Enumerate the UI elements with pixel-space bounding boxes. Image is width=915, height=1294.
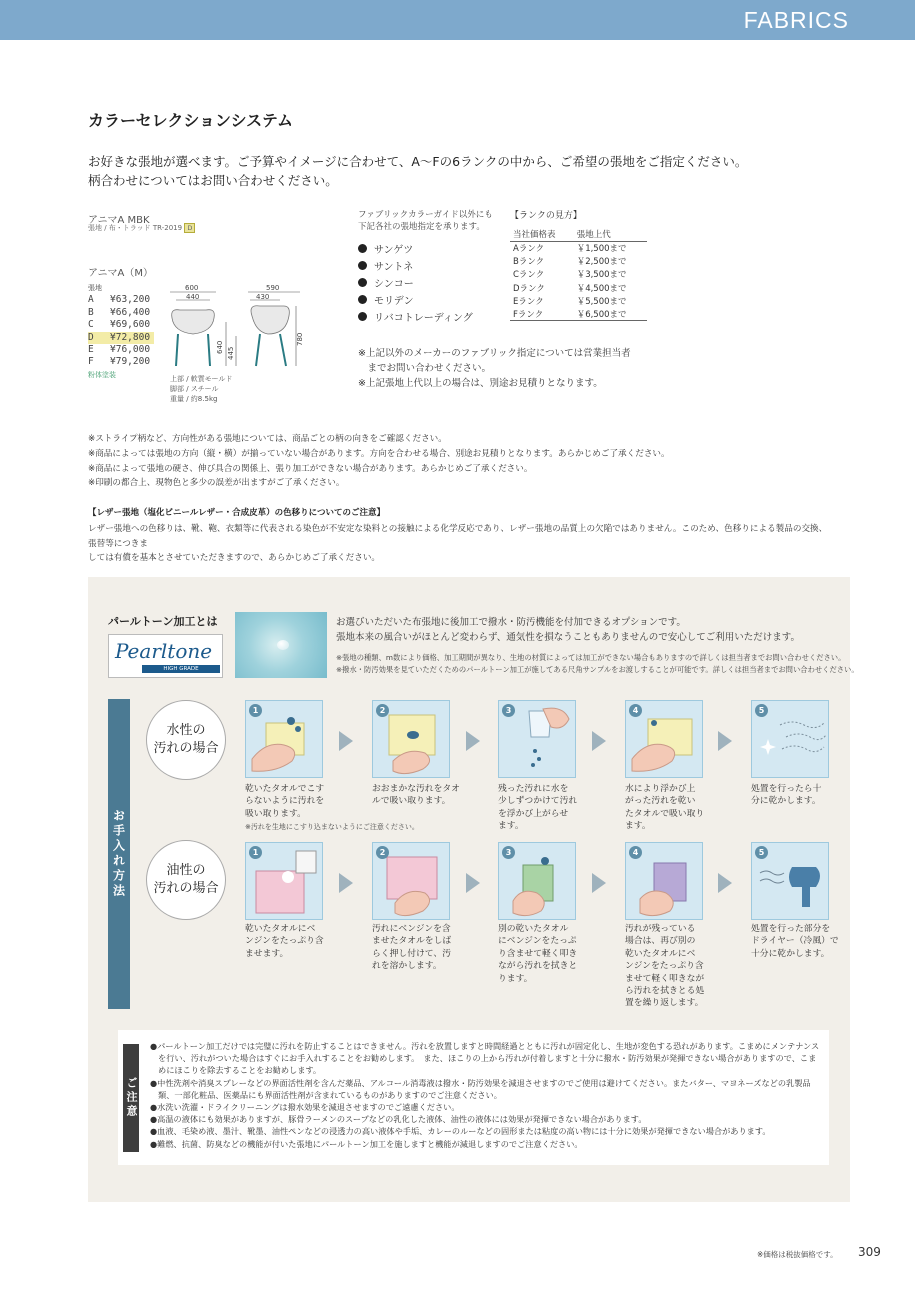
water-step-3-image	[498, 700, 576, 778]
desc-line: 張地本来の風合いがほとんど変わらず、通気性を損なうこともありませんので安心してご利用いただけます。	[336, 631, 800, 643]
step-line: おおまかな汚れをタオ	[372, 784, 460, 794]
price-grade: C	[88, 319, 94, 331]
page-title: カラーセレクションシステム	[88, 111, 294, 130]
maker-name: シンコー	[374, 279, 414, 290]
rank-row	[510, 268, 647, 281]
pearltone-description	[336, 616, 800, 645]
water-drop-icon	[277, 640, 289, 650]
price-grade: D	[88, 331, 94, 343]
rank-cell: Dランク	[513, 283, 545, 294]
step-line: にベンジンをたっぷ	[498, 936, 577, 947]
caution-item: ●パールトーン加工だけでは完璧に汚れを防止することはできません。汚れを放置しますと時間経過とともに汚れが固定化し、生地が変色する恐れがあります。こまめにメンテナンスを行い、汚れがついた場合はすぐにお手入れすることをお勧めします。 また、ほこりの上から汚れが付着しますと十分に撥水・防汚効果が発揮できない場合がありますので、こまめにほこりを除去することをお勧めします。	[150, 1041, 820, 1076]
dim-width-inner: 440	[186, 293, 200, 301]
logo-text: Pearltone	[115, 639, 213, 663]
price-row	[88, 344, 154, 356]
leather-heading: 【レザー張地（塩化ビニールレザー・合成皮革）の色移りについてのご注意】	[88, 508, 385, 518]
product-sub	[88, 223, 195, 233]
maker-item	[358, 240, 473, 257]
maker-item	[358, 257, 473, 274]
small-note-line: ※張地の種類、m数により価格、加工期間が異なり、生地の材質によっては加工ができない場合もありますので詳しくは担当者までお問い合わせください。	[336, 653, 846, 662]
price-value: ¥63,200	[110, 294, 151, 306]
rank-row	[510, 281, 647, 294]
step-line: 分に乾かします。	[751, 796, 821, 807]
note-line: ※商品によって張地の硬さ、伸び具合の関係上、張り加工ができない場合があります。あらかじめご了承ください。	[88, 463, 533, 474]
price-value: ¥66,400	[110, 306, 151, 318]
rank-table-title: 【ランクの見方】	[510, 211, 582, 221]
step-line: 処置を行った部分を	[751, 924, 831, 934]
powder-coat-label: 粉体塗装	[88, 371, 116, 379]
step-line: 少しずつかけて汚れ	[498, 796, 578, 807]
spec-line: 上部 / 軟質モールド	[170, 375, 233, 383]
oil-step-4-text	[625, 923, 704, 1010]
step-number: 2	[376, 846, 389, 859]
price-row	[88, 356, 154, 368]
step-number: 5	[755, 704, 768, 717]
price-value: ¥79,200	[110, 356, 151, 368]
oil-step-5-text	[751, 923, 839, 960]
step-line: ります。	[498, 973, 533, 984]
step-line: 水により浮かび上	[625, 784, 696, 794]
leather-text	[88, 522, 830, 566]
step-line: 十分に乾かします。	[751, 948, 830, 959]
arrow-right-icon	[718, 873, 732, 893]
water-drop-fabric-image	[235, 612, 327, 678]
step-line: がった汚れを乾い	[625, 796, 696, 807]
arrow-right-icon	[718, 731, 732, 751]
step-number: 4	[629, 704, 642, 717]
rank-row	[510, 242, 647, 255]
maker-name: リバコトレーディング	[374, 313, 473, 324]
chair-dimension-drawing	[160, 280, 310, 372]
rank-col-header: 張地上代	[574, 227, 647, 242]
rank-cell: Bランク	[513, 257, 545, 268]
caution-item: ●水洗い洗濯・ドライクリーニングは撥水効果を減退させますのでご遠慮ください。	[150, 1102, 460, 1113]
oil-step-1-text	[245, 923, 324, 960]
circle-line: 油性の	[166, 863, 206, 878]
fabric-guide-note	[358, 209, 493, 233]
step-line: ルで吸い取ります。	[372, 796, 451, 807]
intro-line: お好きな張地が選べます。ご予算やイメージに合わせて、A〜Fの6ランクの中から、ご希望の張地をご指定ください。	[88, 154, 748, 169]
step-line: 乾いたタオルでこす	[245, 784, 325, 794]
leather-line: レザー張地への色移りは、靴、鞄、衣類等に代表される染色が不安定な染料との接触による化学反応であり、レザー張地の品質上の欠陥ではありません。このため、色移りによる製品の交換、張替等につきま	[88, 524, 828, 549]
step-line: 乾いたタオルにベ	[625, 948, 696, 959]
step-line: ンジンをたっぷり含	[245, 936, 324, 947]
dim-depth-outer: 590	[266, 284, 280, 292]
maker-name: サンゲツ	[374, 245, 414, 256]
maker-notes	[358, 346, 631, 391]
arrow-right-icon	[592, 731, 606, 751]
step-line: 置を繰り返します。	[625, 998, 704, 1009]
step-line: ます。	[625, 821, 651, 832]
rank-cell: ￥6,500まで	[574, 307, 647, 320]
small-note-line: ※撥水・防汚効果を見ていただくためのパールトーン加工が施してある尺角サンプルをお渡しすることが可能です。詳しくは担当者までお問い合わせください。	[336, 665, 859, 674]
price-row-highlighted	[88, 332, 154, 344]
note-line: ※上記以外のメーカーのファブリック指定については営業担当者	[358, 348, 631, 359]
oil-step-3-image	[498, 842, 576, 920]
maker-name: モリデン	[374, 296, 414, 307]
rank-cell: Eランク	[513, 296, 544, 307]
maker-list	[358, 240, 473, 325]
pearltone-logo	[108, 634, 223, 678]
step-line: たタオルで吸い取り	[625, 808, 705, 819]
arrow-right-icon	[466, 873, 480, 893]
step-line: ら汚れを拭きとる処	[625, 986, 705, 997]
arrow-right-icon	[339, 873, 353, 893]
step-number: 3	[502, 704, 515, 717]
general-notes	[88, 432, 670, 491]
caution-label: ご注意	[123, 1044, 139, 1152]
price-grade: A	[88, 294, 94, 306]
price-grade: B	[88, 306, 94, 318]
note-line: ※商品によっては張地の方向（縦・横）が揃っていない場合があります。方向を合わせる場合、別途お見積りとなります。あらかじめご了承ください。	[88, 448, 670, 459]
price-value: ¥69,600	[110, 319, 151, 331]
step-line: 吸い取ります。	[245, 808, 306, 819]
product-name: アニマA MBK	[88, 215, 150, 226]
dim-arm-height: 640	[216, 340, 224, 354]
rank-cell: ￥1,500まで	[576, 244, 627, 255]
oil-step-1-image	[245, 842, 323, 920]
step-line: 別の乾いたタオル	[498, 924, 569, 934]
spec-line: 脚部 / スチール	[170, 385, 219, 393]
oil-step-2-text	[372, 923, 451, 973]
price-value: ¥76,000	[110, 344, 151, 356]
step-number: 1	[249, 704, 262, 717]
circle-line: 水性の	[166, 723, 206, 738]
step-line: らないように汚れを	[245, 796, 325, 807]
water-step-5-text	[751, 783, 821, 808]
bullet-icon	[358, 295, 367, 304]
step-line: 汚れにベンジンを含	[372, 924, 451, 934]
step-line: ませたタオルをしば	[372, 936, 452, 947]
maker-item	[358, 274, 473, 291]
bullet-icon	[358, 261, 367, 270]
rank-cell: Cランク	[513, 270, 545, 281]
water-step-2-image	[372, 700, 450, 778]
oil-step-3-text	[498, 923, 577, 985]
rank-badge: D	[184, 223, 195, 233]
rank-cell: ￥4,500まで	[576, 283, 627, 294]
circle-line: 汚れの場合	[153, 741, 219, 756]
price-row	[88, 319, 154, 331]
dim-width-outer: 600	[185, 284, 199, 292]
arrow-right-icon	[466, 731, 480, 751]
water-stain-circle	[146, 700, 226, 780]
water-step-4-text	[625, 783, 704, 833]
caution-item: ●血液、毛染め液、墨汁、靴墨、油性ペンなどの浸透力の高い液体や手垢、カレーのルーなどの固形または粘度の高い物には十分に効果が発揮できない場合があります。	[150, 1126, 771, 1137]
arrow-right-icon	[339, 731, 353, 751]
step-line: ませて軽く叩きなが	[625, 973, 705, 984]
step-line: ながら汚れを拭きと	[498, 961, 578, 972]
logo-subtext: HIGH GRADE	[142, 665, 220, 673]
header-bar	[0, 0, 915, 40]
rank-col-header: 当社価格表	[510, 227, 574, 242]
page-number: 309	[858, 1245, 881, 1259]
bullet-icon	[358, 312, 367, 321]
step-line: 乾いたタオルにベ	[245, 924, 316, 934]
rank-cell: ￥2,500まで	[576, 257, 627, 268]
rank-cell: Fランク	[510, 307, 574, 320]
intro-line: 柄合わせについてはお問い合わせください。	[88, 173, 338, 188]
product-sub-text: 張地 / 布・トラッド TR-2019	[88, 224, 183, 232]
water-step-2-text	[372, 783, 460, 808]
step-line: 汚れが残っている	[625, 924, 696, 934]
step-number: 2	[376, 704, 389, 717]
step-line: ンジンをたっぷり含	[625, 961, 704, 972]
arrow-right-icon	[592, 873, 606, 893]
step-line: り含ませて軽く叩き	[498, 948, 578, 959]
rank-table	[510, 208, 647, 321]
water-step-4-image	[625, 700, 703, 778]
note-line: ※ストライプ柄など、方向性がある張地については、商品ごとの柄の向きをご確認ください。	[88, 434, 447, 444]
oil-step-4-image	[625, 842, 703, 920]
caution-item: ●中性洗剤や消臭スプレーなどの界面活性剤を含んだ薬品、アルコール消毒液は撥水・防汚効果を減退させますのでご使用は避けてください。またバター、マヨネーズなどの乳製品類、一部化粧品、医薬品にも界面活性剤が含まれているものがありますのでご注意ください。	[150, 1077, 811, 1100]
price-grade: E	[88, 344, 94, 356]
note-line: ※印刷の都合上、現物色と多少の誤差が出ますがご了承ください。	[88, 478, 345, 489]
spec-line: 重量 / 約8.5kg	[170, 395, 218, 403]
step-line: 残った汚れに水を	[498, 784, 569, 794]
step-number: 3	[502, 846, 515, 859]
chair-side-seat	[251, 306, 289, 334]
oil-step-5-image	[751, 842, 829, 920]
step-line: を浮かび上がらせ	[498, 808, 569, 819]
pearltone-small-notes	[336, 652, 859, 676]
step-line: らく押し付けて、汚	[372, 948, 451, 959]
step-number: 5	[755, 846, 768, 859]
maker-item	[358, 291, 473, 308]
water-step-1-image	[245, 700, 323, 778]
maker-item	[358, 308, 473, 325]
fabric-note-line: ファブリックカラーガイド以外にも	[358, 210, 493, 220]
model-name: アニマA（M）	[88, 268, 153, 279]
fabric-note-line: 下記各社の張地指定を承ります。	[358, 222, 485, 232]
leather-line: しては有償を基本とさせていただきますので、あらかじめご了承ください。	[88, 553, 381, 563]
step-line: ます。	[498, 821, 524, 832]
step-line: ドライヤー（冷風）で	[751, 936, 839, 947]
step-line: ませます。	[245, 948, 289, 959]
rank-row	[510, 255, 647, 268]
price-row	[88, 307, 154, 319]
rank-cell: ￥3,500まで	[576, 270, 627, 281]
caution-item: ●高温の液体にも効果がありますが、豚骨ラーメンのスープなどの乳化した液体、油性の液体には効果が発揮できない場合があります。	[150, 1114, 647, 1125]
intro-text	[88, 152, 747, 190]
bullet-icon	[358, 244, 367, 253]
pearltone-heading: パールトーン加工とは	[108, 615, 218, 628]
step-line: れを溶かします。	[372, 961, 442, 972]
water-step-1-note: ※汚れを生地にこすり込まないようにご注意ください。	[245, 823, 419, 831]
bullet-icon	[358, 278, 367, 287]
rank-cell: ￥5,500まで	[576, 296, 627, 307]
price-grade: F	[88, 356, 94, 368]
note-line: ※上記張地上代以上の場合は、別途お見積りとなります。	[358, 378, 603, 389]
water-step-3-text	[498, 783, 577, 833]
oil-stain-circle	[146, 840, 226, 920]
tax-note: ※価格は税抜価格です。	[757, 1250, 838, 1259]
maker-name: サントネ	[374, 262, 414, 273]
rank-row	[510, 307, 647, 320]
rank-row	[510, 294, 647, 307]
dim-depth-inner: 430	[256, 293, 270, 301]
dim-seat-height: 445	[227, 346, 235, 360]
step-number: 4	[629, 846, 642, 859]
rank-cell: Aランク	[513, 244, 545, 255]
price-header: 張地	[88, 284, 102, 292]
step-line: 場合は、再び別の	[625, 936, 696, 947]
note-line: までお問い合わせください。	[358, 363, 492, 374]
water-step-1-text	[245, 783, 324, 820]
price-list	[88, 282, 154, 369]
desc-line: お選びいただいた布張地に後加工で撥水・防汚機能を付加できるオプションです。	[336, 617, 686, 628]
oil-step-2-image	[372, 842, 450, 920]
chair-front-seat	[172, 310, 215, 334]
caution-item: ●難燃、抗菌、防臭などの機能が付いた張地にパールトーン加工を施しますと機能が減退しますのでご注意ください。	[150, 1138, 583, 1149]
category-title: FABRICS	[743, 7, 849, 33]
step-number: 1	[249, 846, 262, 859]
product-specs	[170, 374, 232, 404]
circle-line: 汚れの場合	[153, 881, 219, 896]
care-method-label: お手入れ方法	[108, 699, 130, 1009]
step-line: 処置を行ったら十	[751, 784, 822, 794]
dim-total-height: 780	[296, 332, 304, 346]
price-row	[88, 294, 154, 306]
water-step-5-image	[751, 700, 829, 778]
caution-list	[150, 1040, 822, 1150]
price-value: ¥72,800	[110, 331, 151, 343]
